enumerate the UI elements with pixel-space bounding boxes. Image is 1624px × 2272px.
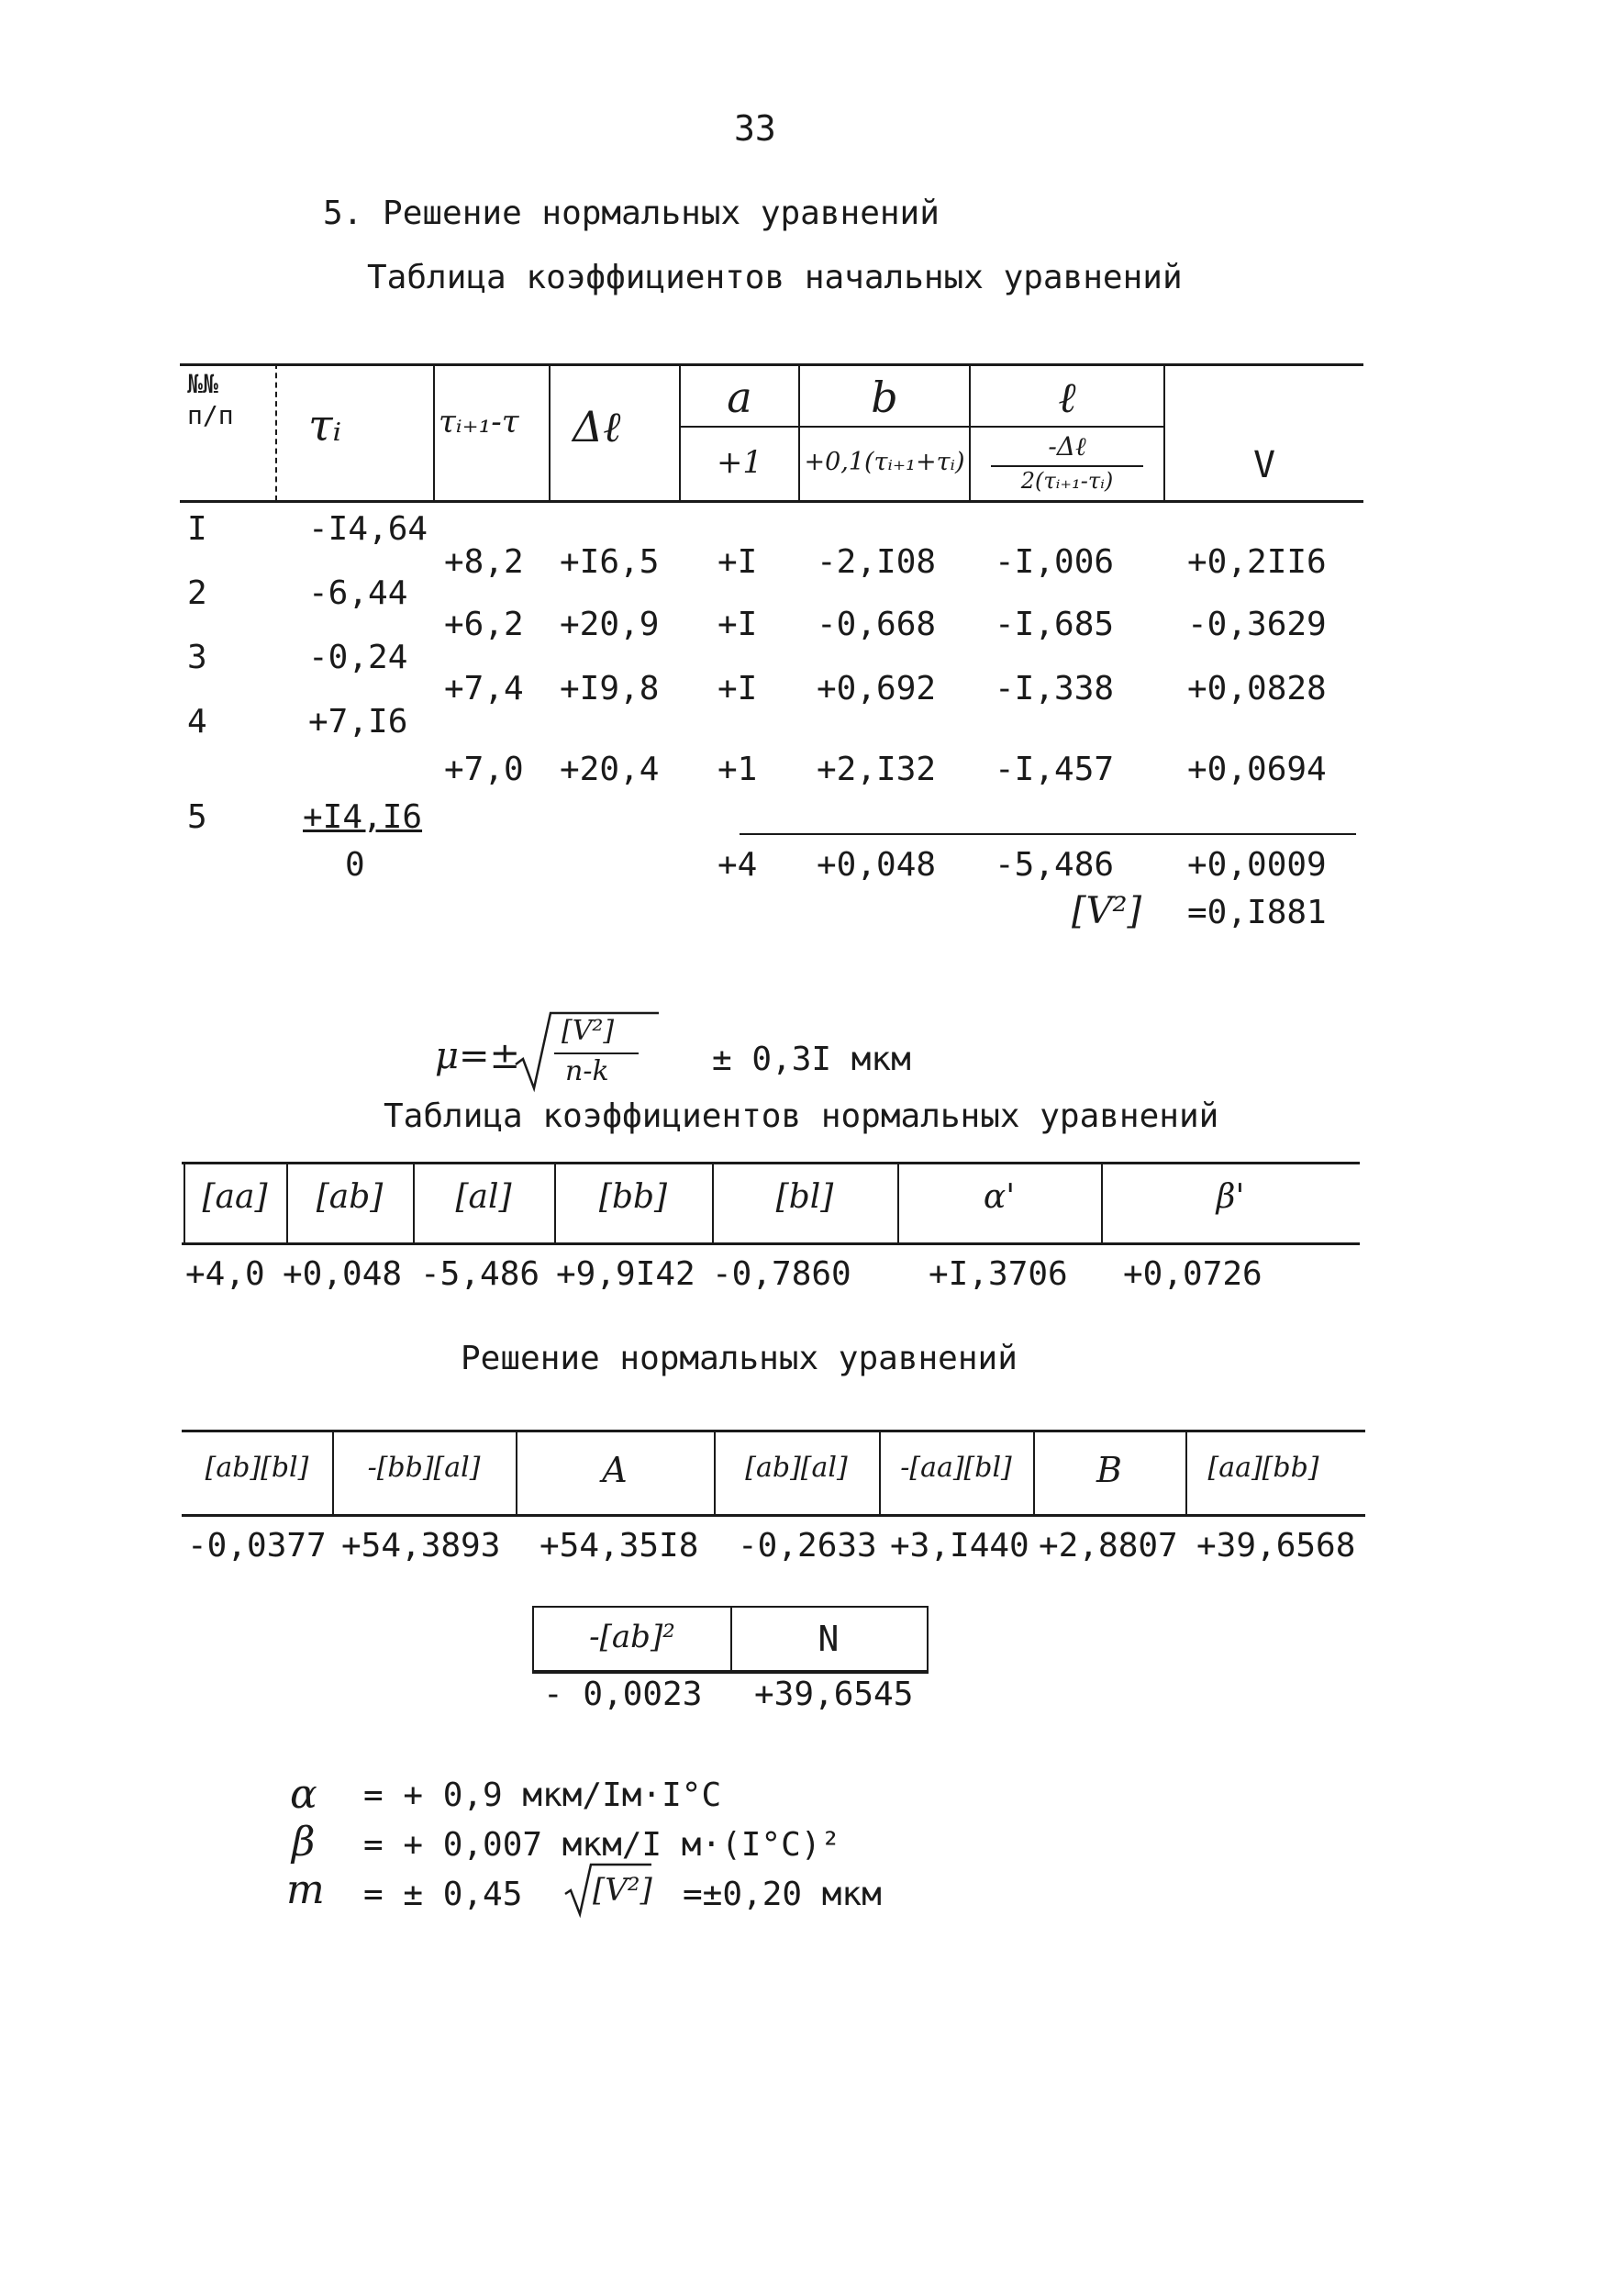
sum-b: +0,048 (817, 846, 937, 884)
t3-header: -[bb][al] (367, 1452, 481, 1484)
sum-rule (740, 833, 1356, 835)
row-dl: +I6,5 (560, 543, 660, 581)
sum-a: +4 (717, 846, 758, 884)
header-a-sub: +1 (716, 444, 763, 481)
row-v: -0,3629 (1187, 606, 1327, 643)
table2-bottom-rule (182, 1242, 1360, 1245)
point-num: 2 (187, 574, 207, 612)
row-dl: +I9,8 (560, 670, 660, 707)
t2-header: [bl] (775, 1178, 834, 1216)
table3-bottom-rule (182, 1514, 1365, 1517)
header-dtau: τᵢ₊₁-τ (439, 404, 519, 440)
t2-header: [al] (455, 1178, 512, 1216)
row-b: -2,I08 (817, 543, 937, 581)
point-tau: -6,44 (308, 574, 408, 612)
sum-l: -5,486 (995, 846, 1115, 884)
t3-header: [aa][bb] (1207, 1452, 1319, 1484)
table1-col-sep (433, 363, 435, 501)
result-text: =±0,20 мкм (683, 1876, 882, 1913)
t2-value: +4,0 (185, 1255, 265, 1293)
t2-header: [bb] (598, 1178, 668, 1216)
t3-value: -0,0377 (187, 1527, 327, 1565)
page-number: 33 (734, 108, 776, 149)
row-l: -I,338 (995, 670, 1115, 707)
point-tau: -0,24 (308, 639, 408, 676)
v2-value: =0,I881 (1187, 894, 1327, 931)
row-dtau: +7,4 (444, 670, 524, 707)
t4-header: N (818, 1619, 840, 1659)
sum-tau: 0 (345, 846, 365, 884)
header-b-sub: +0,1(τᵢ₊₁+τᵢ) (804, 448, 965, 476)
result-text: = ± 0,45 (363, 1876, 523, 1913)
t3-header: [ab][bl] (205, 1452, 309, 1484)
t4-value: - 0,0023 (543, 1676, 703, 1713)
row-l: -I,457 (995, 751, 1115, 788)
t2-header: α' (983, 1178, 1016, 1216)
result-symbol: β (292, 1819, 316, 1865)
result-sqrt-content: [V²] (593, 1872, 652, 1909)
row-v: +0,2II6 (1187, 543, 1327, 581)
row-dl: +20,4 (560, 751, 660, 788)
table3-caption: Решение нормальных уравнений (461, 1340, 1018, 1377)
section-title: 5. Решение нормальных уравнений (323, 195, 940, 232)
row-dtau: +7,0 (444, 751, 524, 788)
row-a: +I (717, 543, 758, 581)
row-v: +0,0694 (1187, 751, 1327, 788)
table1-col-sep (275, 363, 279, 501)
header-dl: Δℓ (573, 402, 621, 451)
header-b: b (871, 373, 898, 422)
header-num: №№ п/п (187, 369, 234, 430)
header-l-sub-den: 2(τᵢ₊₁-τᵢ) (1020, 468, 1114, 494)
point-num: 4 (187, 703, 207, 741)
table1-caption: Таблица коэффициентов начальных уравнений (367, 259, 1183, 296)
table2-caption: Таблица коэффициентов нормальных уравнений (384, 1097, 1219, 1135)
row-l: -I,006 (995, 543, 1115, 581)
row-a: +I (717, 606, 758, 643)
t2-header: [ab] (316, 1178, 384, 1216)
row-a: +1 (717, 751, 758, 788)
t2-value: -5,486 (420, 1255, 540, 1293)
t3-header: B (1096, 1450, 1122, 1490)
table1-col-sep (549, 363, 551, 501)
point-num: I (187, 510, 207, 548)
header-l: ℓ (1058, 373, 1076, 422)
row-a: +I (717, 670, 758, 707)
point-num: 3 (187, 639, 207, 676)
mu-result: ± 0,3I мкм (712, 1041, 911, 1078)
table2-top-rule (182, 1162, 1360, 1164)
row-b: +0,692 (817, 670, 937, 707)
row-l: -I,685 (995, 606, 1115, 643)
sum-v: +0,0009 (1187, 846, 1327, 884)
row-b: -0,668 (817, 606, 937, 643)
mu-denominator: n-k (565, 1055, 609, 1087)
table1-top-rule (180, 363, 1363, 366)
row-b: +2,I32 (817, 751, 937, 788)
header-tau: τᵢ (308, 400, 342, 451)
table4-rule (532, 1670, 927, 1672)
point-tau: +I4,I6 (303, 798, 423, 836)
t3-header: -[aa][bl] (900, 1452, 1012, 1484)
result-symbol: m (286, 1866, 325, 1913)
result-text: = + 0,007 мкм/I м·(I°C)² (363, 1826, 841, 1864)
table3-top-rule (182, 1430, 1365, 1432)
t2-header: β' (1216, 1178, 1245, 1216)
v2-label: [V²] (1072, 890, 1142, 932)
row-dl: +20,9 (560, 606, 660, 643)
t3-header: [ab][al] (745, 1452, 848, 1484)
header-a: a (727, 373, 752, 422)
t2-value: -0,7860 (712, 1255, 851, 1293)
table1-mid-rule (679, 426, 1165, 428)
t3-value: +54,3893 (341, 1527, 501, 1565)
t2-header: [aa] (202, 1178, 268, 1216)
t3-value: +39,6568 (1196, 1527, 1356, 1565)
t2-value: +9,9I42 (556, 1255, 695, 1293)
result-text: = + 0,9 мкм/Iм·I°C (363, 1776, 722, 1814)
t3-header: A (602, 1450, 628, 1490)
row-dtau: +6,2 (444, 606, 524, 643)
t2-value: +0,0726 (1123, 1255, 1262, 1293)
point-num: 5 (187, 798, 207, 836)
t4-value: +39,6545 (754, 1676, 914, 1713)
t2-value: +I,3706 (929, 1255, 1068, 1293)
point-tau: +7,I6 (308, 703, 408, 741)
t3-value: +54,35I8 (539, 1527, 699, 1565)
header-l-fraction-bar (991, 465, 1143, 467)
t3-value: +2,8807 (1039, 1527, 1178, 1565)
t2-value: +0,048 (283, 1255, 403, 1293)
mu-lhs: μ=± (435, 1035, 521, 1077)
t4-header: -[ab]² (589, 1619, 675, 1655)
result-symbol: α (290, 1771, 317, 1818)
table1-header-rule (180, 500, 1363, 503)
t3-value: -0,2633 (738, 1527, 877, 1565)
point-tau: -I4,64 (308, 510, 428, 548)
header-l-sub-num: -Δℓ (1048, 431, 1086, 462)
mu-numerator: [V²] (562, 1015, 615, 1047)
row-v: +0,0828 (1187, 670, 1327, 707)
row-dtau: +8,2 (444, 543, 524, 581)
t3-value: +3,I440 (890, 1527, 1029, 1565)
header-v: V (1252, 444, 1276, 486)
